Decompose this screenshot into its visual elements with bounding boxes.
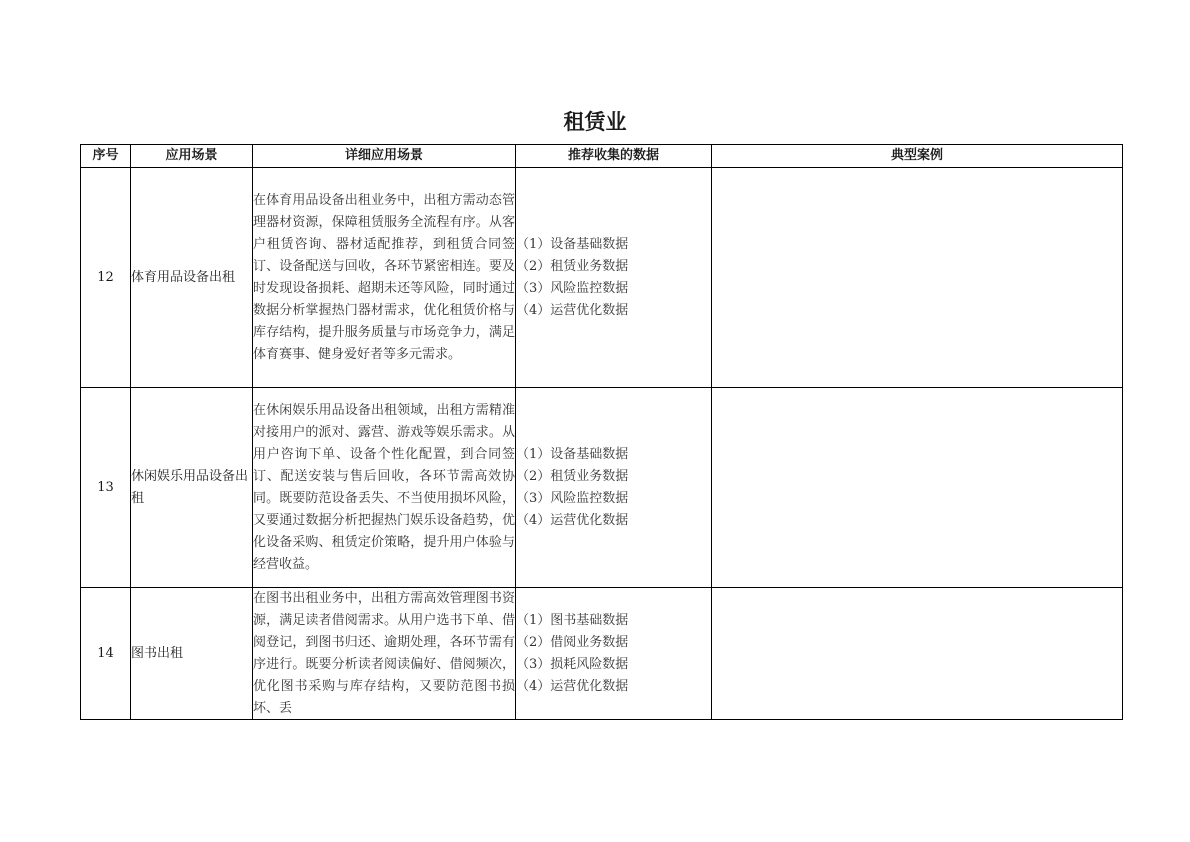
row-data-list [516,588,712,720]
header-detailed-scene: 详细应用场景 [253,145,516,168]
data-item: （4）运营优化数据 [516,302,629,318]
header-recommended-data: 推荐收集的数据 [516,145,712,168]
data-item: （1）图书基础数据 [516,612,629,628]
data-item: （2）租赁业务数据 [516,468,629,484]
row-serial-number: 12 [81,168,131,388]
row-detail [253,388,516,588]
row-serial-number: 14 [81,588,131,720]
row-scene: 体育用品设备出租 [131,168,253,388]
row-scene: 图书出租 [131,588,253,720]
page-title: 租赁业 [563,110,627,134]
data-item: （2）借阅业务数据 [516,634,629,650]
row-typical-case [712,168,1123,388]
data-item: （1）设备基础数据 [516,236,629,252]
row-typical-case [712,588,1123,720]
rental-scenarios-table [80,144,1123,720]
data-item: （2）租赁业务数据 [516,258,629,274]
header-serial-number: 序号 [81,145,131,168]
row-detail [253,168,516,388]
table-row [81,168,1123,388]
row-data-list [516,168,712,388]
row-data-list [516,388,712,588]
row-typical-case [712,388,1123,588]
table-header-row [81,145,1123,168]
data-item: （3）风险监控数据 [516,280,629,296]
header-application-scene: 应用场景 [131,145,253,168]
data-item: （4）运营优化数据 [516,512,629,528]
row-serial-number: 13 [81,388,131,588]
header-typical-case: 典型案例 [712,145,1123,168]
data-item: （3）风险监控数据 [516,490,629,506]
row-detail [253,588,516,720]
row-detail-text: 在图书出租业务中，出租方需高效管理图书资源，满足读者借阅需求。从用户选书下单、借阅登记，到图书归还、逾期处理，各环节需有序进行。既要分析读者阅读偏好、借阅频次，优化图书采购与库存结构，又要防范图书损坏、丢 [253,591,515,716]
row-detail-text: 在体育用品设备出租业务中，出租方需动态管理器材资源，保障租赁服务全流程有序。从客户租赁咨询、器材适配推荐，到租赁合同签订、设备配送与回收，各环节紧密相连。要及时发现设备损耗、超期未还等风险，同时通过数据分析掌握热门器材需求，优化租赁价格与库存结构，提升服务质量与市场竞争力，满足体育赛事、健身爱好者等多元需求。 [253,192,515,362]
table-row [81,588,1123,720]
row-detail-text: 在休闲娱乐用品设备出租领域，出租方需精准对接用户的派对、露营、游戏等娱乐需求。从用户咨询下单、设备个性化配置，到合同签订、配送安装与售后回收，各环节需高效协同。既要防范设备丢失、不当使用损坏风险，又要通过数据分析把握热门娱乐设备趋势，优化设备采购、租赁定价策略，提升用户体验与经营收益。 [253,402,515,572]
row-scene: 休闲娱乐用品设备出租 [131,388,253,588]
data-item: （1）设备基础数据 [516,446,629,462]
table-row [81,388,1123,588]
data-item: （4）运营优化数据 [516,678,629,694]
data-item: （3）损耗风险数据 [516,656,629,672]
